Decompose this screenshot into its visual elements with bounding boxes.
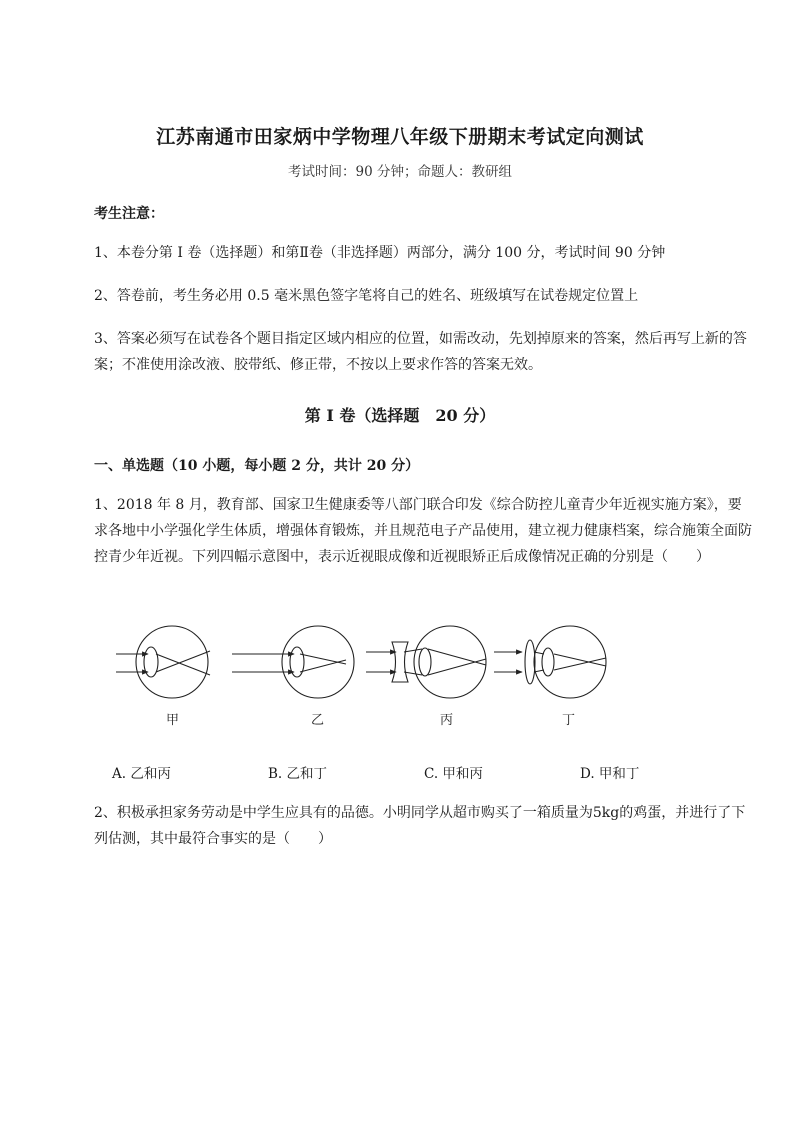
exam-title: 江苏南通市田家炳中学物理八年级下册期末考试定向测试 (156, 126, 644, 148)
figure-label-jia: 甲 (166, 713, 180, 728)
eye-diagram-yi (232, 626, 354, 728)
notice-heading: 考生注意： (94, 206, 164, 222)
section-subheading: 一、单选题（10 小题，每小题 2 分，共计 20 分） (94, 458, 420, 474)
option-c[interactable]: C. 甲和丙 (424, 766, 483, 782)
exam-subtitle: 考试时间：90 分钟；命题人：教研组 (288, 164, 512, 180)
eye-diagram-ding (494, 626, 606, 728)
option-d[interactable]: D. 甲和丁 (580, 766, 640, 782)
eye-diagram-bing (366, 626, 486, 728)
figure-label-yi: 乙 (311, 713, 325, 728)
figure-label-ding: 丁 (562, 713, 576, 728)
eye-diagrams-figure (108, 620, 628, 732)
question-2-text: 2、积极承担家务劳动是中学生应具有的品德。小明同学从超市购买了一箱质量为5kg的鸡蛋，并进行了下列估测，其中最符合事实的是（ ） (94, 805, 746, 847)
section-title: 第 I 卷（选择题 20 分） (304, 406, 496, 425)
notice-item-1: 1、本卷分第 I 卷（选择题）和第Ⅱ卷（非选择题）两部分，满分 100 分，考试时间 90 分钟 (94, 245, 666, 261)
notice-item-3: 3、答案必须写在试卷各个题目指定区域内相应的位置，如需改动，先划掉原来的答案，然后再写上新的答案；不准使用涂改液、胶带纸、修正带，不按以上要求作答的答案无效。 (94, 331, 747, 373)
eye-diagram-jia (116, 626, 210, 728)
figure-label-bing: 丙 (440, 713, 454, 728)
option-a[interactable]: A. 乙和丙 (112, 766, 171, 782)
question-1-text: 1、2018 年 8 月，教育部、国家卫生健康委等八部门联合印发《综合防控儿童青少年近视实施方案》，要求各地中小学强化学生体质，增强体育锻炼，并且规范电子产品使用，建立视力健康档案，综合施策全面防控青少年近视。下列四幅示意图中，表示近视眼成像和近视眼矫正后成像情况正确的分别是（ ） (94, 497, 752, 565)
option-b[interactable]: B. 乙和丁 (268, 766, 328, 782)
notice-item-2: 2、答卷前，考生务必用 0.5 毫米黑色签字笔将自己的姓名、班级填写在试卷规定位置上 (94, 288, 639, 304)
